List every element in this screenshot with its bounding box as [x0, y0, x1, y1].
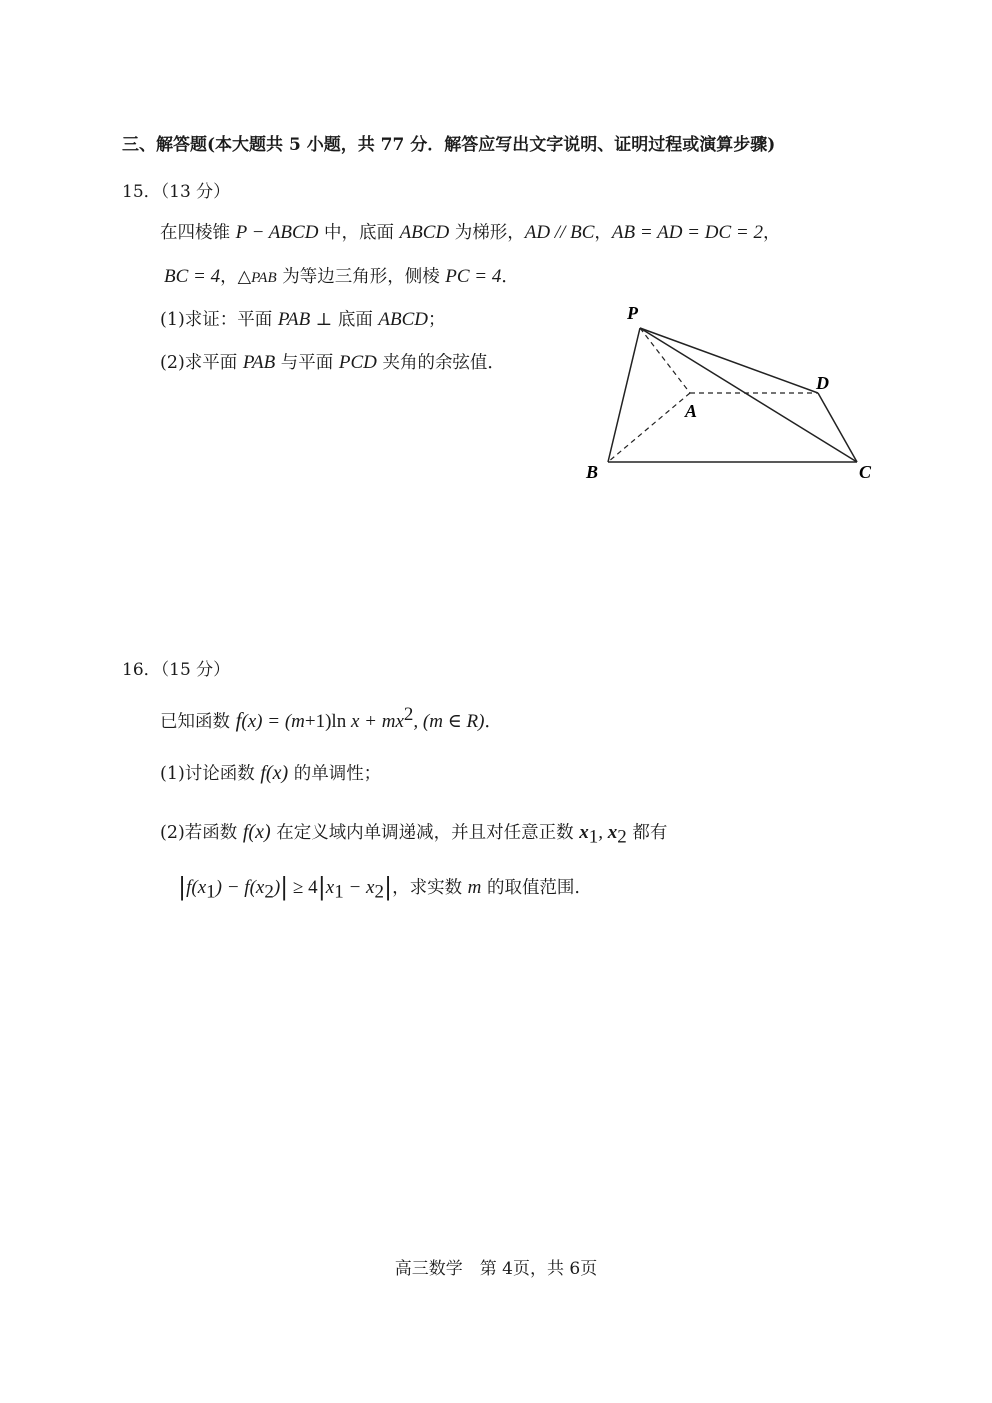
text: ， — [762, 223, 781, 243]
math-expr: , — [598, 822, 608, 843]
label-D: D — [816, 373, 829, 393]
question-15-part2 — [160, 349, 505, 374]
section-heading: 三、解答题(本大题共 5 小题，共 77 分．解答应写出文字说明、证明过程或演算步骤) — [122, 135, 776, 155]
question-16-stem — [160, 704, 502, 733]
math-expr: AB = AD = DC = 2 — [611, 222, 763, 243]
text: 的单调性； — [288, 764, 382, 784]
edge-PB — [608, 328, 640, 462]
question-15-stem-line2 — [164, 263, 519, 288]
math-expr: PAB — [251, 270, 277, 286]
label-B: B — [586, 462, 599, 482]
math-expr: ABCD — [399, 222, 450, 243]
subscript: 2 — [264, 881, 274, 903]
edge-DC — [818, 393, 857, 462]
math-expr: , (m ∈ R) — [413, 710, 485, 732]
label-C: C — [859, 462, 872, 482]
text: 为梯形， — [449, 223, 525, 243]
abs-bar-left: | — [317, 873, 326, 901]
text: ． — [501, 267, 519, 287]
question-15-stem-line1 — [160, 219, 780, 244]
edge-AB — [608, 393, 690, 462]
subscript: 2 — [617, 826, 627, 848]
math-expr: P − ABCD — [235, 222, 319, 243]
question-16-part1 — [160, 760, 381, 785]
math-expr: x — [579, 822, 589, 843]
label-A: A — [685, 401, 698, 421]
exponent: 2 — [403, 704, 414, 725]
text: 中，底面 — [318, 223, 400, 243]
text: ． — [484, 711, 502, 732]
math-expr: ABCD — [378, 309, 428, 330]
question-16-number: 16．（15 分） — [122, 660, 231, 680]
text: 已知函数 — [160, 711, 236, 732]
math-expr: m — [291, 710, 305, 732]
math-expr: + mx — [359, 710, 404, 732]
text: (2)若函数 — [160, 823, 243, 843]
pyramid-figure — [570, 295, 900, 495]
text: (1)讨论函数 — [160, 764, 261, 784]
question-15-part1 — [160, 306, 446, 331]
subscript: 2 — [374, 881, 384, 903]
abs-bar-right: | — [280, 873, 289, 901]
subscript: 1 — [334, 881, 344, 903]
math-expr: x — [607, 822, 618, 843]
abs-bar-left: | — [178, 873, 187, 901]
math-expr: − x — [343, 877, 375, 898]
text: 为等边三角形，侧棱 — [276, 267, 446, 287]
math-expr: f(x — [186, 877, 207, 898]
math-expr: +1)ln — [304, 710, 347, 732]
math-expr: m — [467, 877, 482, 898]
page-footer: 高三数学 第 4页，共 6页 — [394, 1259, 598, 1279]
subscript: 1 — [588, 826, 599, 848]
math-expr: PC = 4 — [445, 266, 502, 287]
subscript: 1 — [206, 881, 216, 903]
text: (1)求证：平面 — [160, 310, 278, 330]
question-16-inequality — [178, 873, 580, 904]
text: 夹角的余弦值． — [376, 353, 505, 373]
text: ； — [428, 310, 446, 330]
question-16-part2 — [160, 819, 667, 849]
math-expr: ≥ 4 — [288, 877, 318, 898]
text: 与平面 — [275, 353, 339, 373]
math-expr: BC = 4 — [164, 266, 221, 287]
text: (2)求平面 — [160, 353, 243, 373]
question-15-number: 15．（13 分） — [122, 182, 231, 202]
text: 的取值范围. — [481, 878, 581, 898]
text: 在四棱锥 — [160, 223, 236, 243]
text: ，△ — [220, 267, 252, 287]
text: ， — [594, 223, 612, 243]
text: ，求实数 — [392, 878, 468, 898]
text: 在定义域内单调递减，并且对任意正数 — [270, 823, 580, 843]
math-expr: ) — [273, 877, 281, 898]
math-expr: (x) = ( — [241, 710, 292, 732]
math-expr: f(x) — [260, 762, 289, 784]
text: 都有 — [626, 823, 668, 843]
abs-bar-right: | — [383, 873, 393, 901]
math-expr: x — [325, 877, 335, 898]
math-expr: PAB — [242, 352, 276, 373]
math-expr: f — [235, 707, 242, 732]
math-expr: ) − f(x — [215, 877, 265, 898]
math-expr: x — [346, 710, 360, 732]
math-expr: PCD — [338, 352, 377, 373]
math-expr: f(x) — [242, 821, 271, 843]
text: ⊥ 底面 — [310, 310, 379, 330]
math-expr: PAB — [277, 309, 311, 330]
edge-PC — [640, 328, 857, 462]
math-expr: AD // BC — [524, 222, 595, 243]
label-P: P — [627, 303, 638, 323]
